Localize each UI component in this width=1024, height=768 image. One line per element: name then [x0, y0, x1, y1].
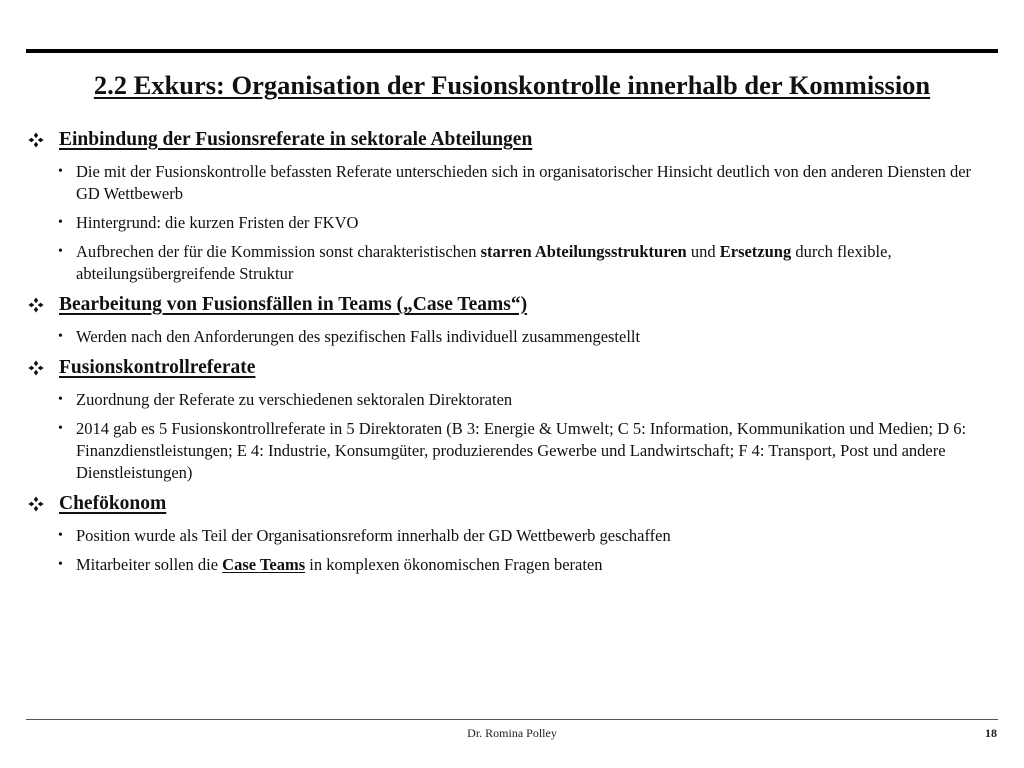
bullet-text: Die mit der Fusionskontrolle befassten Referate unterschieden sich in organisatorischer Hinsicht deutlich von den anderen Diensten der GD Wettbewerb: [76, 162, 972, 203]
section-heading-text: Chefökonom: [59, 493, 167, 514]
diamond-bullet-icon: [28, 132, 50, 148]
bullet-dot-icon: •: [58, 244, 63, 259]
bullet-dot-icon: •: [58, 164, 63, 179]
section-fusionskontrollreferate: [28, 357, 1000, 484]
bullet-dot-icon: •: [58, 215, 63, 230]
bullet-text: Position wurde als Teil der Organisationsreform innerhalb der GD Wettbewerb geschaffen: [76, 526, 671, 545]
bullet-item: [28, 418, 1000, 484]
bullet-text: 2014 gab es 5 Fusionskontrollreferate in 5 Direktoraten (B 3: Energie & Umwelt; C 5: Information, Kommunikation und Medien; D 6: Finanzdienstleistungen; E 4: Industrie, Konsumgüter, produzierendes Gewerbe und Landwirtschaft; F 4: Transport, Post und andere Dienstleistungen): [76, 419, 967, 482]
diamond-bullet-icon: [28, 496, 50, 512]
bullet-dot-icon: •: [58, 421, 63, 436]
bullet-text: Mitarbeiter sollen die Case Teams in komplexen ökonomischen Fragen beraten: [76, 555, 603, 574]
slide-content: [28, 129, 1000, 576]
bullet-item: [28, 525, 1000, 547]
bullet-text: Hintergrund: die kurzen Fristen der FKVO: [76, 213, 359, 232]
page-number: 18: [985, 726, 997, 740]
bullet-text: Zuordnung der Referate zu verschiedenen sektoralen Direktoraten: [76, 390, 513, 409]
bullet-dot-icon: •: [58, 392, 63, 407]
bullet-item: [28, 326, 1000, 348]
bullet-dot-icon: •: [58, 329, 63, 344]
section-heading-text: Bearbeitung von Fusionsfällen in Teams („Case Teams“): [59, 294, 528, 315]
emphasis-text: Case Teams: [222, 555, 306, 574]
section-heading: [28, 294, 1000, 319]
bullet-item: [28, 389, 1000, 411]
emphasis-text: starren Abteilungsstrukturen: [480, 242, 687, 261]
diamond-bullet-icon: [28, 297, 50, 313]
section-case-teams: [28, 294, 1000, 348]
bottom-rule: [26, 719, 998, 720]
bullet-item: [28, 241, 1000, 285]
bullet-dot-icon: •: [58, 557, 63, 572]
footer-author: Dr. Romina Polley: [467, 726, 557, 740]
slide-title: 2.2 Exkurs: Organisation der Fusionskontrolle innerhalb der Kommission: [93, 70, 931, 100]
section-einbindung: [28, 129, 1000, 285]
emphasis-text: Ersetzung: [719, 242, 792, 261]
diamond-bullet-icon: [28, 360, 50, 376]
bullet-item: [28, 212, 1000, 234]
bullet-item: [28, 161, 1000, 205]
bullet-item: [28, 554, 1000, 576]
bullet-dot-icon: •: [58, 528, 63, 543]
section-heading-text: Fusionskontrollreferate: [59, 357, 256, 378]
top-rule: [26, 49, 998, 53]
section-heading-text: Einbindung der Fusionsreferate in sektorale Abteilungen: [59, 129, 533, 150]
bullet-text: Werden nach den Anforderungen des spezifischen Falls individuell zusammengestellt: [76, 327, 641, 346]
bullet-text: Aufbrechen der für die Kommission sonst charakteristischen starren Abteilungsstrukturen und Ersetzung durch flexible, abteilungsübergreifende Struktur: [76, 242, 892, 283]
section-heading: [28, 493, 1000, 518]
section-heading: [28, 129, 1000, 154]
section-chefoekonom: [28, 493, 1000, 576]
section-heading: [28, 357, 1000, 382]
